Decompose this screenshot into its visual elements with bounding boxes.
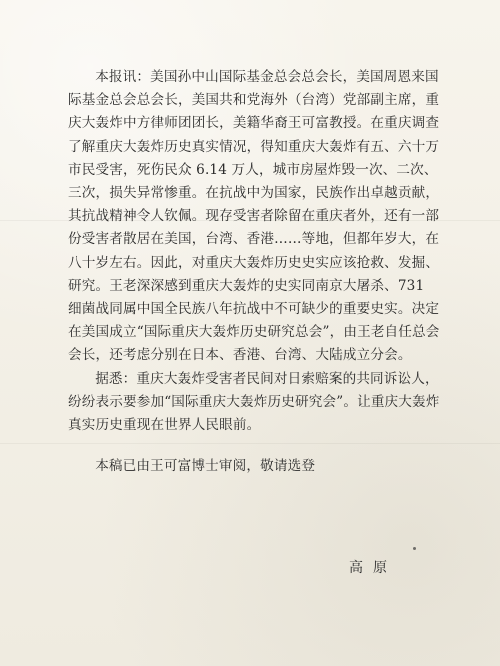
document-body xyxy=(68,66,440,478)
news-paragraph-1: 本报讯：美国孙中山国际基金总会总会长，美国周恩来国际基金总会总会长，美国共和党海外（台湾）党部副主席，重庆大轰炸中方律师团团长，美籍华裔王可富教授。在重庆调查了解重庆大轰炸历史真实情况，得知重庆大轰炸有五、六十万市民受害，死伤民众 6.14 万人，城市房屋炸毁一次、二次、三次，损失异常惨重。在抗战中为国家，民族作出卓越贡献，其抗战精神令人钦佩。现存受害者除留在重庆者外，还有一部份受害者散居在美国，台湾、香港……等地，但都年岁大，在八十岁左右。因此，对重庆大轰炸历史史实应该抢救、发掘、研究。王老深深感到重庆大轰炸的史实同南京大屠杀、731 细菌战同属中国全民族八年抗战中不可缺少的重要史实。决定在美国成立“国际重庆大轰炸历史研究总会”，由王老自任总会会长，还考虑分别在日本、香港、台湾、大陆成立分会。 xyxy=(68,69,440,364)
news-paragraph-2: 据悉：重庆大轰炸受害者民间对日索赔案的共同诉讼人，纷纷表示要参加“国际重庆大轰炸历史研究会”。让重庆大轰炸真实历史重现在世界人民眼前。 xyxy=(68,370,440,434)
author-signature: 高原 xyxy=(349,560,397,576)
ink-speck xyxy=(413,547,416,550)
review-note: 本稿已由王可富博士审阅，敬请选登 xyxy=(95,458,316,475)
